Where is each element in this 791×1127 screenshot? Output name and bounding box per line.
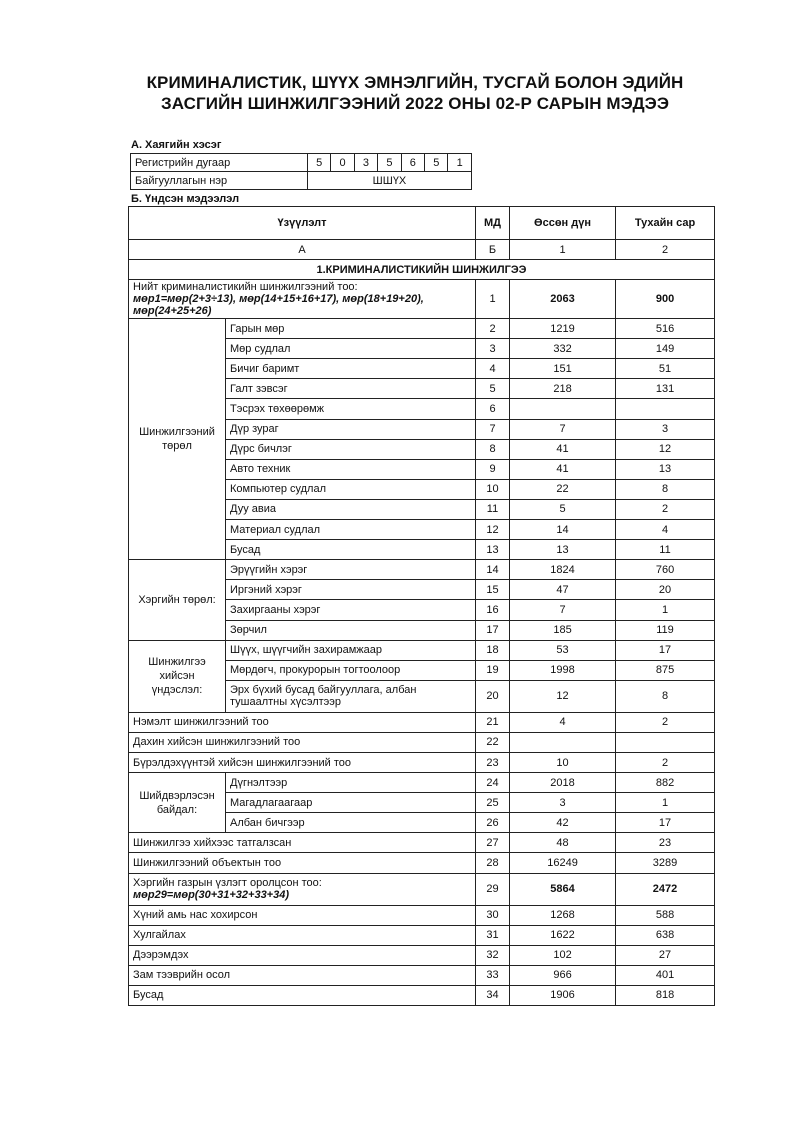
row-month: 2 [616, 712, 715, 732]
row-month: 2 [616, 499, 715, 519]
row-month: 3 [616, 419, 715, 439]
row-month: 12 [616, 439, 715, 459]
row-label-cell: Дүгнэлтээр [226, 773, 476, 793]
reg-digit: 5 [307, 154, 330, 172]
header-cumulative: Өссөн дүн [510, 207, 616, 240]
row-cumulative: 1268 [510, 905, 616, 925]
row-cumulative: 218 [510, 379, 616, 399]
row-cumulative: 10 [510, 752, 616, 772]
row-md: 7 [476, 419, 510, 439]
row-md: 26 [476, 813, 510, 833]
reg-digit: 5 [378, 154, 401, 172]
row-label-cell: Эрүүгийн хэрэг [226, 560, 476, 580]
row-month: 1 [616, 793, 715, 813]
row-md: 8 [476, 439, 510, 459]
org-row [131, 172, 472, 190]
row-month: 2472 [616, 873, 715, 905]
row-cumulative: 151 [510, 359, 616, 379]
row-md: 33 [476, 965, 510, 985]
row-label-cell: Захиргааны хэрэг [226, 600, 476, 620]
table-row [129, 640, 715, 660]
row-label: Хэргийн газрын үзлэгт оролцсон тоо: [133, 877, 322, 890]
row-label-cell: Дахин хийсэн шинжилгээний тоо [129, 732, 476, 752]
org-label: Байгууллагын нэр [131, 172, 308, 190]
section-1-row [129, 260, 715, 280]
row-label-cell: Дээрэмдэх [129, 945, 476, 965]
code-2: 2 [616, 240, 715, 260]
row-cumulative: 966 [510, 965, 616, 985]
row-month: 13 [616, 459, 715, 479]
row-month: 11 [616, 540, 715, 560]
row-cumulative: 2018 [510, 773, 616, 793]
row-cumulative: 16249 [510, 853, 616, 873]
org-value: ШШҮХ [307, 172, 471, 190]
report-title [110, 72, 720, 114]
group-label: Шинжилгээний төрөл [129, 319, 226, 560]
row-label-cell: Албан бичгээр [226, 813, 476, 833]
row-cumulative: 185 [510, 620, 616, 640]
header-month: Тухайн сар [616, 207, 715, 240]
row-md: 16 [476, 600, 510, 620]
row-label-cell: Бусад [226, 540, 476, 560]
total-cumulative: 2063 [510, 280, 616, 319]
row-cumulative: 5864 [510, 873, 616, 905]
row-label-cell: Бүрэлдэхүүнтэй хийсэн шинжилгээний тоо [129, 752, 476, 772]
row-cumulative: 1906 [510, 985, 616, 1005]
table-row [129, 833, 715, 853]
row-month [616, 732, 715, 752]
row-cumulative: 1824 [510, 560, 616, 580]
row-label-cell: Галт зэвсэг [226, 379, 476, 399]
row-label-cell: Дүр зураг [226, 419, 476, 439]
row-md: 14 [476, 560, 510, 580]
table-row [129, 853, 715, 873]
reg-label: Регистрийн дугаар [131, 154, 308, 172]
table-row [129, 945, 715, 965]
row-label-cell: Шинжилгээний объектын тоо [129, 853, 476, 873]
section-1-title: 1.КРИМИНАЛИСТИКИЙН ШИНЖИЛГЭЭ [129, 260, 715, 280]
row-cumulative: 1219 [510, 319, 616, 339]
row-md: 23 [476, 752, 510, 772]
row-md: 2 [476, 319, 510, 339]
row-month: 760 [616, 560, 715, 580]
table-row [129, 985, 715, 1005]
row-label-cell: Авто техник [226, 459, 476, 479]
row-md: 32 [476, 945, 510, 965]
total-label-cell [129, 280, 476, 319]
header-md: МД [476, 207, 510, 240]
reg-digit: 5 [425, 154, 448, 172]
row-label-cell: Материал судлал [226, 520, 476, 540]
row-cumulative: 1998 [510, 660, 616, 680]
section-a-heading: А. Хаягийн хэсэг [131, 139, 222, 151]
reg-digit: 6 [401, 154, 424, 172]
row-label-cell: Гарын мөр [226, 319, 476, 339]
row-month: 516 [616, 319, 715, 339]
row-month: 149 [616, 339, 715, 359]
row-cumulative: 22 [510, 479, 616, 499]
table-row [129, 873, 715, 905]
row-md: 3 [476, 339, 510, 359]
row-cumulative: 41 [510, 439, 616, 459]
row-month: 882 [616, 773, 715, 793]
total-label: Нийт криминалистикийн шинжилгээний тоо: [133, 281, 358, 294]
row-cumulative: 3 [510, 793, 616, 813]
table-row [129, 712, 715, 732]
row-month: 2 [616, 752, 715, 772]
row-md: 15 [476, 580, 510, 600]
total-formula: мөр1=мөр(2+3÷13), мөр(14+15+16+17), мөр(18+19+20), мөр(24+25+26) [133, 293, 424, 318]
table-row [129, 925, 715, 945]
row-label-cell: Мөрдөгч, прокурорын тогтоолоор [226, 660, 476, 680]
row-md: 17 [476, 620, 510, 640]
total-md: 1 [476, 280, 510, 319]
row-md: 6 [476, 399, 510, 419]
row-md: 4 [476, 359, 510, 379]
total-month: 900 [616, 280, 715, 319]
code-row [129, 240, 715, 260]
row-month: 1 [616, 600, 715, 620]
table-row [129, 319, 715, 339]
reg-digit: 3 [354, 154, 377, 172]
row-md: 19 [476, 660, 510, 680]
row-label-cell: Мөр судлал [226, 339, 476, 359]
row-cumulative: 12 [510, 680, 616, 712]
row-month: 27 [616, 945, 715, 965]
row-month [616, 399, 715, 419]
table-row [129, 905, 715, 925]
row-label-cell: Хүний амь нас хохирсон [129, 905, 476, 925]
row-month: 3289 [616, 853, 715, 873]
row-month: 23 [616, 833, 715, 853]
table-row [129, 965, 715, 985]
row-cumulative: 53 [510, 640, 616, 660]
row-md: 18 [476, 640, 510, 660]
row-cumulative: 7 [510, 600, 616, 620]
row-cumulative: 41 [510, 459, 616, 479]
row-label-cell: Компьютер судлал [226, 479, 476, 499]
reg-digit: 1 [448, 154, 472, 172]
row-month: 638 [616, 925, 715, 945]
row-md: 24 [476, 773, 510, 793]
table-row [129, 773, 715, 793]
row-md: 34 [476, 985, 510, 1005]
row-month: 51 [616, 359, 715, 379]
row-cumulative: 332 [510, 339, 616, 359]
row-label-cell: Зам тээврийн осол [129, 965, 476, 985]
total-row [129, 280, 715, 319]
row-cumulative: 7 [510, 419, 616, 439]
title-line-1: КРИМИНАЛИСТИК, ШҮҮХ ЭМНЭЛГИЙН, ТУСГАЙ БОЛОН ЭДИЙН [146, 73, 684, 92]
table-row [129, 752, 715, 772]
reg-digit: 0 [331, 154, 354, 172]
main-table [128, 206, 715, 1006]
row-md: 29 [476, 873, 510, 905]
row-cumulative: 1622 [510, 925, 616, 945]
row-month: 17 [616, 640, 715, 660]
row-label-cell [129, 873, 476, 905]
row-md: 22 [476, 732, 510, 752]
row-label-cell: Нэмэлт шинжилгээний тоо [129, 712, 476, 732]
row-md: 20 [476, 680, 510, 712]
row-cumulative: 47 [510, 580, 616, 600]
code-a: А [129, 240, 476, 260]
row-cumulative: 48 [510, 833, 616, 853]
row-label-cell: Эрх бүхий бусад байгууллага, албан тушаалтны хүсэлтээр [226, 680, 476, 712]
table-row [129, 732, 715, 752]
row-label-cell: Дүрс бичлэг [226, 439, 476, 459]
row-label-cell: Дуу авиа [226, 499, 476, 519]
reg-row [131, 154, 472, 172]
row-month: 20 [616, 580, 715, 600]
row-md: 25 [476, 793, 510, 813]
row-cumulative [510, 399, 616, 419]
row-cumulative: 4 [510, 712, 616, 732]
section-b-heading: Б. Үндсэн мэдээлэл [131, 193, 240, 205]
code-b: Б [476, 240, 510, 260]
row-md: 13 [476, 540, 510, 560]
row-label-cell: Тэсрэх төхөөрөмж [226, 399, 476, 419]
row-cumulative: 13 [510, 540, 616, 560]
address-table [130, 153, 472, 190]
row-md: 28 [476, 853, 510, 873]
row-cumulative: 14 [510, 520, 616, 540]
header-row [129, 207, 715, 240]
row-md: 21 [476, 712, 510, 732]
row-label-cell: Бусад [129, 985, 476, 1005]
row-md: 12 [476, 520, 510, 540]
row-month: 8 [616, 680, 715, 712]
row-md: 11 [476, 499, 510, 519]
row-month: 131 [616, 379, 715, 399]
row-md: 10 [476, 479, 510, 499]
row-month: 875 [616, 660, 715, 680]
group-label: Хэргийн төрөл: [129, 560, 226, 640]
row-month: 119 [616, 620, 715, 640]
group-label: Шинжилгээ хийсэн үндэслэл: [129, 640, 226, 712]
row-label-cell: Хулгайлах [129, 925, 476, 945]
row-label-cell: Магадлагаагаар [226, 793, 476, 813]
row-month: 588 [616, 905, 715, 925]
row-md: 5 [476, 379, 510, 399]
row-cumulative [510, 732, 616, 752]
code-1: 1 [510, 240, 616, 260]
row-label-cell: Иргэний хэрэг [226, 580, 476, 600]
row-month: 4 [616, 520, 715, 540]
row-month: 401 [616, 965, 715, 985]
group-label: Шийдвэрлэсэн байдал: [129, 773, 226, 833]
title-line-2: ЗАСГИЙН ШИНЖИЛГЭЭНИЙ 2022 ОНЫ 02-Р САРЫН МЭДЭЭ [160, 94, 670, 113]
row-label-cell: Шинжилгээ хийхээс татгалзсан [129, 833, 476, 853]
row-label-cell: Бичиг баримт [226, 359, 476, 379]
row-cumulative: 102 [510, 945, 616, 965]
row-md: 27 [476, 833, 510, 853]
row-md: 30 [476, 905, 510, 925]
row-month: 818 [616, 985, 715, 1005]
row-cumulative: 5 [510, 499, 616, 519]
row-label-cell: Зөрчил [226, 620, 476, 640]
row-md: 31 [476, 925, 510, 945]
table-row [129, 560, 715, 580]
header-indicator: Үзүүлэлт [129, 207, 476, 240]
row-formula: мөр29=мөр(30+31+32+33+34) [133, 889, 290, 902]
row-cumulative: 42 [510, 813, 616, 833]
row-month: 8 [616, 479, 715, 499]
row-md: 9 [476, 459, 510, 479]
row-month: 17 [616, 813, 715, 833]
row-label-cell: Шүүх, шүүгчийн захирамжаар [226, 640, 476, 660]
